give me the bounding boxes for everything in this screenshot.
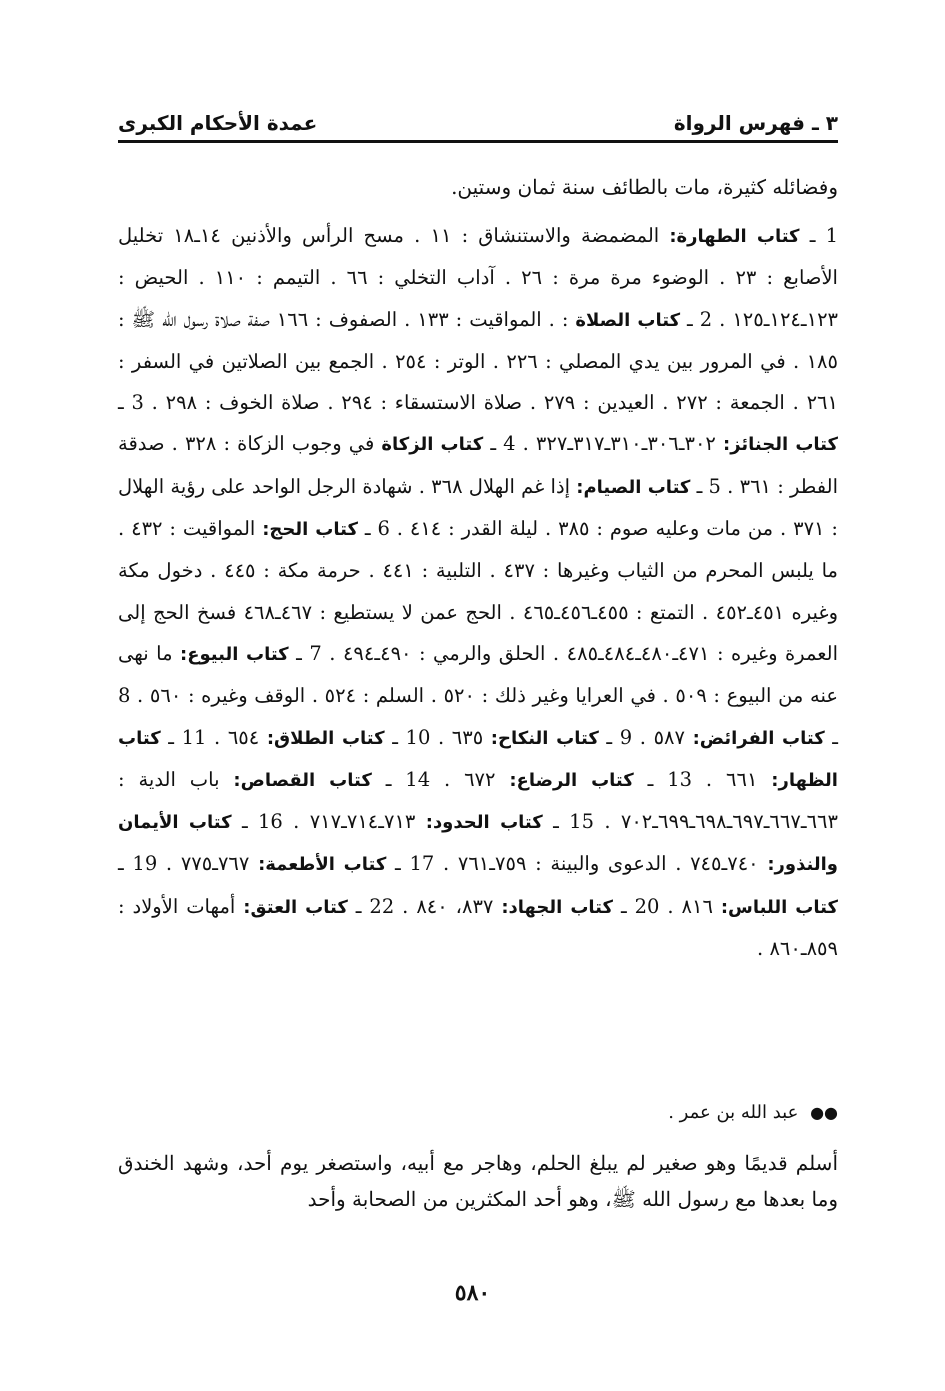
entry-number: 14 ـ <box>385 767 431 791</box>
book-name: كتاب النكاح: <box>490 727 599 749</box>
narrator-heading <box>118 1098 838 1128</box>
book-name: كتاب الطهارة: <box>669 226 800 247</box>
entry-number: 17 ـ <box>395 852 435 876</box>
book-name: كتاب اللباس: <box>720 896 838 918</box>
entry-number: 10 ـ <box>392 725 431 749</box>
entry-number: 6 ـ <box>364 517 390 541</box>
entry-topics: ٦٧٢ . <box>430 767 510 791</box>
entry-topics: أمهات الأولاد : ٨٥٩ـ٨٦٠ . <box>118 894 838 961</box>
entry-topics: باب الدية : ٦٦٣ـ٦٦٧ـ٦٩٧ـ٦٩٨ـ٦٩٩ـ٧٠٢ . <box>118 767 838 834</box>
entry-number: 3 ـ <box>118 391 144 415</box>
bullet-marker: ●● <box>810 1103 838 1122</box>
entry-topics: ٧١٣ـ٧١٤ـ٧١٧ . <box>282 810 426 834</box>
entry-number: 19 ـ <box>118 852 158 876</box>
narrator-bio: أسلم قديمًا وهو صغير لم يبلغ الحلم، وهاجر مع أبيه، واستصغر يوم أحد، وشهد الخندق وما بعدها مع رسول الله ﷺ، وهو أحد المكثرين من الصحابة وأحد <box>118 1151 838 1211</box>
index-entry <box>430 768 692 791</box>
index-entry <box>206 726 430 749</box>
entry-topics: ٨١٦ . <box>659 894 721 918</box>
entry-topics: في وجوب الزكاة : ٣٢٨ . صدقة الفطر : ٣٦١ . <box>118 432 838 498</box>
entry-number: 20 ـ <box>620 894 660 918</box>
narrator-name: عبد الله بن عمر . <box>668 1102 799 1123</box>
book-name: كتاب الفرائض: <box>692 727 825 749</box>
entry-topics: : . المواقيت : ١٣٣ . الصفوف : ١٦٦ صفة صلاة رسول الله ﷺ : ١٨٥ . في المرور بين يدي المصلي : ٢٢٦ . الوتر : ٢٥٤ . الجمع بين الصلاتين في السفر : ٢٦١ . الجمعة : ٢٧٢ . العيدين : ٢٧٩ . صلاة الاستسقاء : ٢٩٤ . صلاة الخوف : ٢٩٨ . <box>118 307 838 415</box>
book-name: كتاب الأطعمة: <box>258 854 387 876</box>
book-name: كتاب الزكاة <box>381 434 484 456</box>
entry-topics: ٧٤٠ـ٧٤٥ . الدعوى والبينة : ٧٥٩ـ٧٦١ . <box>434 852 768 876</box>
book-name: كتاب الجهاد: <box>501 896 613 918</box>
book-name: كتاب القصاص: <box>233 769 372 791</box>
page-number: ٥٨٠ <box>454 1280 491 1306</box>
book-name: كتاب الظهار: <box>118 727 838 791</box>
book-name: كتاب البيوع: <box>180 643 289 665</box>
entry-number: 15 ـ <box>553 810 594 834</box>
entry-topics: المواقيت : ٤٣٢ . ما يلبس المحرم من الثياب وغيرها : ٤٣٧ . التلبية : ٤٤١ . حرمة مكة : ٤٤٥ . دخول مكة وغيره ٤٥١ـ٤٥٢ . التمتع : ٤٥٥ـ٤٥٦ـ٤٦٥ . الحج عمن لا يستطيع : ٤٦٧ـ٤٦٨ فسخ الحج إلى العمرة وغيره : ٤٧١ـ٤٨٠ـ٤٨٤ـ٤٨٥ . الحلق والرمي : ٤٩٠ـ٤٩٤ . <box>118 517 838 665</box>
entry-topics: ٦٣٥ . <box>430 725 491 749</box>
book-name: كتاب الجنائز: <box>723 434 838 456</box>
entry-number: 13 ـ <box>647 767 693 791</box>
header-rule <box>118 140 838 143</box>
book-name: كتاب الحج: <box>262 519 358 541</box>
entry-topics: ٧٦٧ـ٧٧٥ . <box>157 852 259 876</box>
entry-number: 5 ـ <box>696 474 721 498</box>
book-name: كتاب الأيمان والنذور: <box>118 812 838 876</box>
entry-topics: ما نهى عنه من البيوع : ٥٠٩ . في العرايا وغير ذلك : ٥٢٠ . السلم : ٥٢٤ . الوقف وغيره : ٥٦٠ . <box>118 641 838 708</box>
entry-number: 7 ـ <box>296 641 322 665</box>
index-entry <box>157 852 434 875</box>
entry-number: 22 ـ <box>355 894 395 918</box>
book-name: كتاب الحدود: <box>425 812 543 834</box>
entry-topics: إذا غم الهلال ٣٦٨ . شهادة الرجل الواحد على رؤية الهلال : ٣٧١ . من مات وعليه صوم : ٣٨٥ . ليلة القدر : ٤١٤ . <box>118 474 838 541</box>
book-name: كتاب الرضاع: <box>509 769 634 791</box>
entry-number: 4 ـ <box>490 432 516 456</box>
book-name: كتاب الطلاق: <box>266 727 385 749</box>
entry-topics: ٦٥٤ . <box>206 725 267 749</box>
book-name: كتاب الصلاة <box>575 309 681 331</box>
book-name: كتاب الصيام: <box>576 476 691 498</box>
entry-topics: ٦٦١ . <box>692 767 772 791</box>
entry-topics: ٣٠٢ـ٣٠٦ـ٣١٠ـ٣١٧ـ٣٢٧ . <box>515 432 723 456</box>
running-header <box>118 100 838 136</box>
entry-topics: ٥٨٧ . <box>632 725 693 749</box>
index-entry <box>430 726 632 749</box>
intro-line: وفضائله كثيرة، مات بالطائف سنة ثمان وستين. <box>451 175 838 199</box>
section-title: ٣ ـ فهرس الرواة <box>673 111 838 135</box>
index-entry <box>394 895 659 918</box>
entry-number: 9 ـ <box>606 725 633 749</box>
book-name: كتاب العتق: <box>243 896 348 918</box>
entry-number: 11 ـ <box>168 725 207 749</box>
entry-number: 8 ـ <box>118 684 839 749</box>
book-title: عمدة الأحكام الكبرى <box>118 111 318 135</box>
entry-topics: المضمضة والاستنشاق : ١١ . مسح الرأس والأذنين ١٤ـ١٨ تخليل الأصابع : ٢٣ . الوضوء مرة مرة : ٢٦ . آداب التخلي : ٦٦ . التيمم : ١١٠ . الحيض : ١٢٣ـ١٢٤ـ١٢٥ . <box>118 224 839 331</box>
entry-number: 1 ـ <box>809 224 838 247</box>
entry-number: 16 ـ <box>241 810 283 834</box>
entry-number: 2 ـ <box>687 307 713 331</box>
index-entry <box>283 810 594 833</box>
entry-topics: ٨٣٧، ٨٤٠ . <box>394 894 502 918</box>
hadith-index-paragraph <box>118 215 838 969</box>
